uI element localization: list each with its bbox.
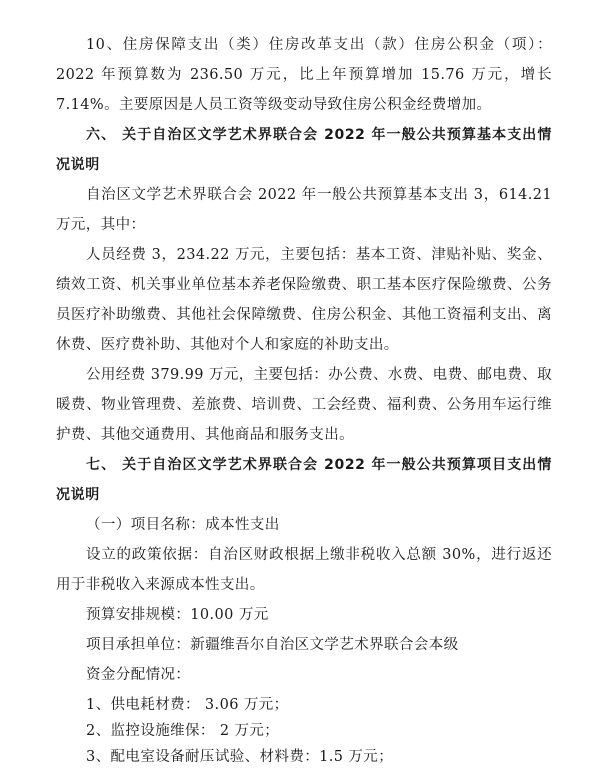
paragraph-public-expenses: 公用经费 379.99 万元，主要包括：办公费、水费、电费、邮电费、取暖费、物业管理费、差旅费、培训费、工会经费、福利费、公务用车运行维护费、其他交通费用、其他商品和服务支出。 <box>56 367 552 443</box>
budget-scale: 预算安排规模：10.00 万元 <box>86 607 269 623</box>
policy-basis: 设立的政策依据：自治区财政根据上缴非税收入总额 30%，进行返还用于非税收入来源成本性支出。 <box>56 547 552 593</box>
allocation-item-1: 1、供电耗材费： 3.06 万元； <box>86 697 289 713</box>
fund-allocation-label: 资金分配情况： <box>86 667 191 683</box>
paragraph-basic-expenditure-total: 自治区文学艺术界联合会 2022 年一般公共预算基本支出 3，614.21 万元，其中： <box>56 187 552 233</box>
undertaking-unit: 项目承担单位：新疆维吾尔自治区文学艺术界联合会本级 <box>86 637 459 653</box>
allocation-item-3: 3、配电室设备耐压试验、材料费：1.5 万元； <box>86 749 394 765</box>
section-heading-basic-expenditure: 六、 关于自治区文学艺术界联合会 2022 年一般公共预算基本支出情况说明 <box>56 127 552 173</box>
paragraph-personnel-expenses: 人员经费 3，234.22 万元，主要包括：基本工资、津贴补贴、奖金、绩效工资、机关事业单位基本养老保险缴费、职工基本医疗保险缴费、公务员医疗补助缴费、其他社会保障缴费、住房公积金、其他工资福利支出、离休费、医疗费补助、其他对个人和家庭的补助支出。 <box>56 247 552 353</box>
project-name: （一）项目名称：成本性支出 <box>86 517 280 533</box>
section-heading-project-expenditure: 七、 关于自治区文学艺术界联合会 2022 年一般公共预算项目支出情况说明 <box>56 457 552 503</box>
paragraph-housing-fund: 10、住房保障支出（类）住房改革支出（款）住房公积金（项）：2022 年预算数为 236.50 万元，比上年预算增加 15.76 万元，增长 7.14%。主要原因是人员工资等级变动导致住房公积金经费增加。 <box>56 37 552 113</box>
allocation-item-2: 2、监控设施维保： 2 万元； <box>86 723 280 739</box>
